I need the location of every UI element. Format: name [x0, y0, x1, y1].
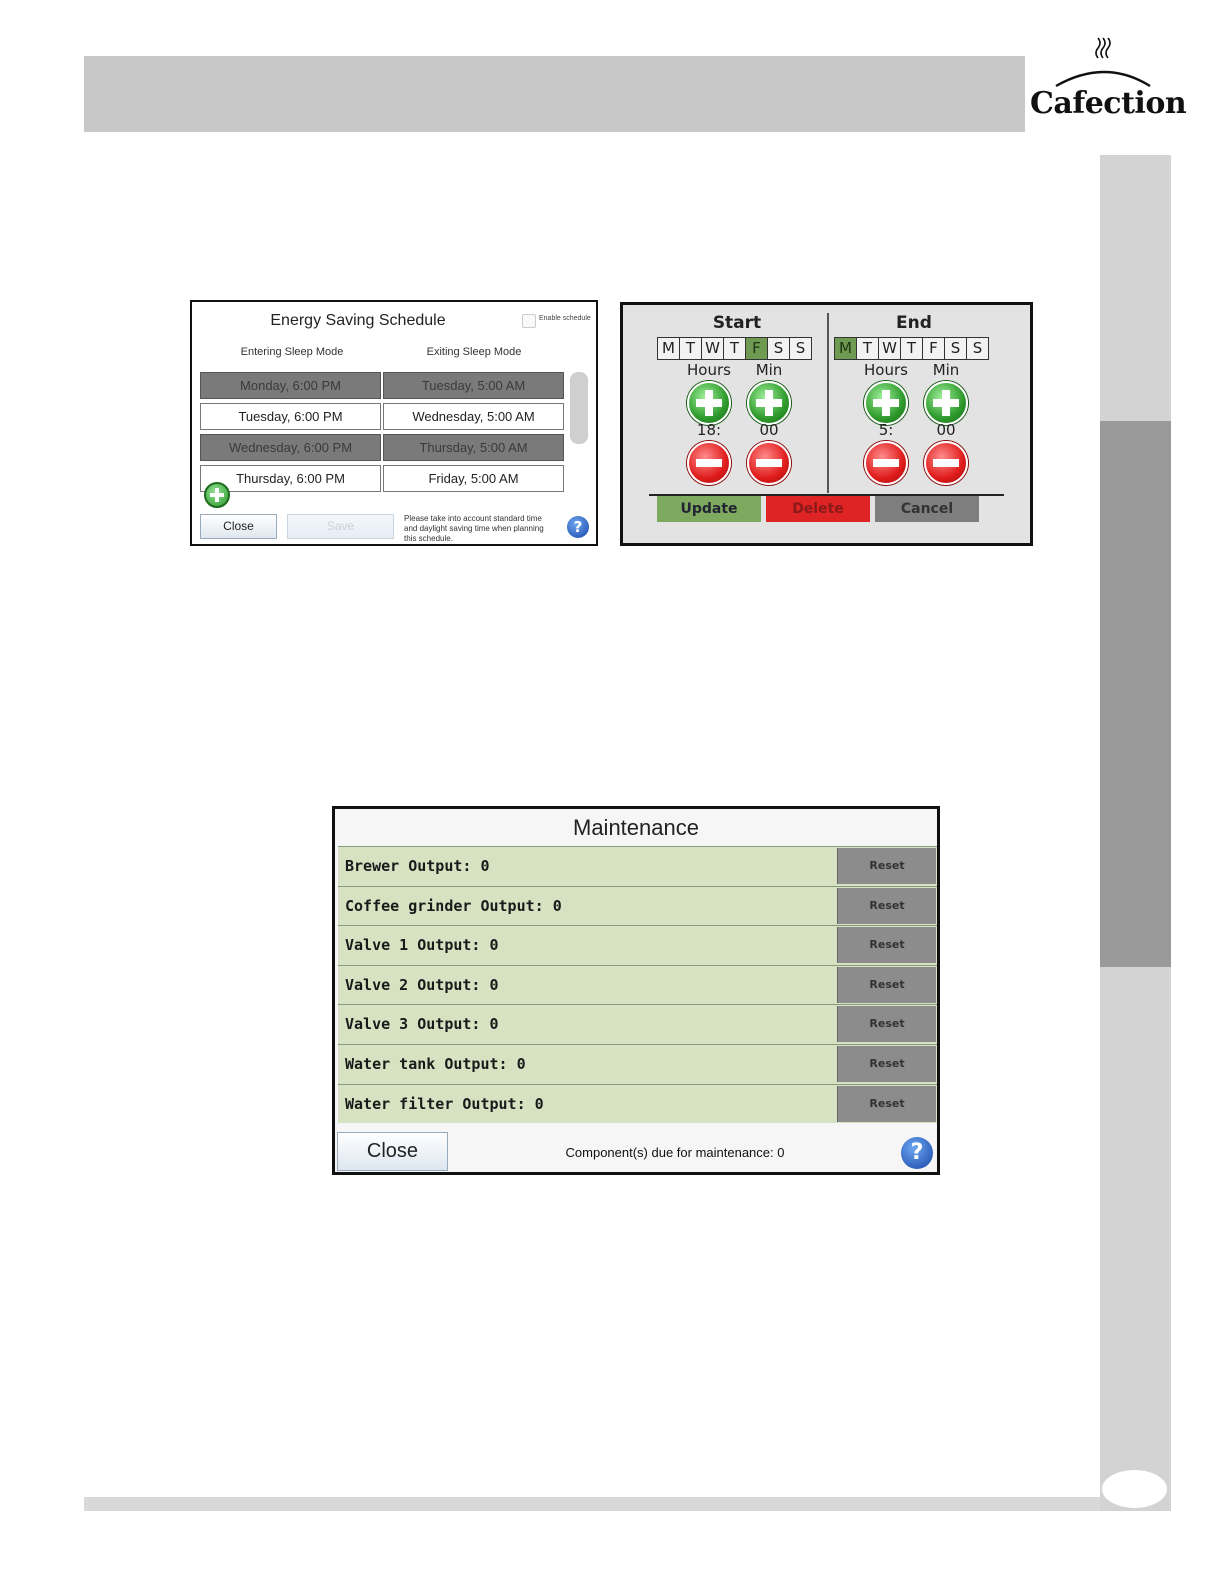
logo-wordmark: Cafection [1030, 86, 1187, 121]
delete-button[interactable]: Delete [766, 496, 870, 522]
item-label: Coffee grinder Output: 0 [345, 896, 562, 915]
enable-schedule-checkbox[interactable] [522, 314, 536, 328]
exit-time-cell: Friday, 5:00 AM [383, 465, 564, 492]
scrollbar-thumb[interactable] [570, 372, 588, 444]
start-min-label: Min [755, 361, 783, 379]
column-header-entering: Entering Sleep Mode [240, 346, 344, 358]
item-label: Water tank Output: 0 [345, 1054, 526, 1073]
close-button[interactable]: Close [200, 514, 277, 539]
reset-button[interactable]: Reset [837, 1006, 936, 1042]
list-item [338, 886, 937, 926]
start-day-tue[interactable]: T [679, 337, 702, 360]
reset-button[interactable]: Reset [837, 848, 936, 884]
end-hours-label: Hours [864, 361, 908, 379]
start-min-decrement-button[interactable] [747, 441, 791, 485]
divider [827, 313, 829, 493]
end-min-decrement-button[interactable] [924, 441, 968, 485]
end-hours-value: 5: [878, 421, 894, 439]
side-tab [1100, 967, 1171, 1511]
cafection-logo [1030, 36, 1187, 128]
item-label: Water filter Output: 0 [345, 1094, 544, 1113]
screen-title: Energy Saving Schedule [270, 312, 446, 329]
schedule-row[interactable] [200, 434, 566, 461]
minus-icon [749, 443, 789, 483]
enable-schedule-label: Enable schedule [539, 315, 591, 322]
list-item [338, 965, 937, 1005]
end-day-sun[interactable]: S [966, 337, 989, 360]
save-button[interactable]: Save [287, 514, 394, 539]
start-hours-increment-button[interactable] [687, 381, 731, 425]
start-hours-value: 18: [696, 421, 722, 439]
plus-icon [749, 383, 789, 423]
start-hours-decrement-button[interactable] [687, 441, 731, 485]
plus-icon [689, 383, 729, 423]
end-day-mon[interactable]: M [834, 337, 857, 360]
help-icon[interactable]: ? [901, 1137, 933, 1169]
list-item [338, 846, 937, 886]
column-header-exiting: Exiting Sleep Mode [426, 346, 522, 358]
start-day-mon[interactable]: M [657, 337, 680, 360]
update-button[interactable]: Update [657, 496, 761, 522]
enter-time-cell: Tuesday, 6:00 PM [200, 403, 381, 430]
reset-button[interactable]: Reset [837, 927, 936, 963]
minus-icon [926, 443, 966, 483]
side-tab-active [1100, 421, 1171, 967]
end-day-tue[interactable]: T [856, 337, 879, 360]
item-label: Valve 2 Output: 0 [345, 975, 499, 994]
start-day-selector [657, 337, 811, 360]
start-day-wed[interactable]: W [701, 337, 724, 360]
schedule-row[interactable] [200, 372, 566, 399]
schedule-edit-screen [620, 302, 1033, 546]
start-day-thu[interactable]: T [723, 337, 746, 360]
start-day-sun[interactable]: S [789, 337, 812, 360]
add-schedule-button[interactable] [204, 482, 230, 508]
start-hours-label: Hours [687, 361, 731, 379]
enter-time-cell: Wednesday, 6:00 PM [200, 434, 381, 461]
page-number-oval [1102, 1470, 1167, 1508]
list-item [338, 1084, 937, 1124]
start-min-value: 00 [759, 421, 779, 439]
reset-button[interactable]: Reset [837, 888, 936, 924]
exit-time-cell: Tuesday, 5:00 AM [383, 372, 564, 399]
end-day-fri[interactable]: F [922, 337, 945, 360]
end-day-wed[interactable]: W [878, 337, 901, 360]
reset-button[interactable]: Reset [837, 967, 936, 1003]
start-min-increment-button[interactable] [747, 381, 791, 425]
schedule-row[interactable] [200, 403, 566, 430]
end-day-thu[interactable]: T [900, 337, 923, 360]
reset-button[interactable]: Reset [837, 1046, 936, 1082]
item-label: Valve 1 Output: 0 [345, 936, 499, 955]
schedule-note: Please take into account standard time and daylight saving time when planning this schedule. [404, 514, 544, 543]
end-hours-decrement-button[interactable] [864, 441, 908, 485]
schedule-row[interactable] [200, 465, 566, 492]
start-heading: Start [712, 313, 762, 333]
maintenance-screen [332, 806, 940, 1175]
start-day-sat[interactable]: S [767, 337, 790, 360]
side-tab [1100, 155, 1171, 421]
enter-time-cell: Monday, 6:00 PM [200, 372, 381, 399]
header-bar [84, 56, 1025, 132]
plus-icon [866, 383, 906, 423]
list-item [338, 1004, 937, 1044]
maintenance-due-status: Component(s) due for maintenance: 0 [565, 1145, 785, 1160]
end-day-selector [834, 337, 988, 360]
list-item [338, 925, 937, 965]
schedule-list [200, 372, 566, 486]
item-label: Valve 3 Output: 0 [345, 1015, 499, 1034]
end-hours-increment-button[interactable] [864, 381, 908, 425]
cancel-button[interactable]: Cancel [875, 496, 979, 522]
end-day-sat[interactable]: S [944, 337, 967, 360]
end-min-label: Min [932, 361, 960, 379]
maintenance-list [338, 846, 937, 1123]
plus-icon [206, 484, 228, 506]
help-icon[interactable]: ? [567, 516, 589, 538]
minus-icon [689, 443, 729, 483]
end-heading: End [896, 313, 932, 333]
end-min-value: 00 [936, 421, 956, 439]
plus-icon [926, 383, 966, 423]
enter-time-cell: Thursday, 6:00 PM [200, 465, 381, 492]
close-button[interactable]: Close [337, 1132, 448, 1171]
minus-icon [866, 443, 906, 483]
energy-saving-schedule-screen [190, 300, 598, 546]
reset-button[interactable]: Reset [837, 1086, 936, 1122]
end-min-increment-button[interactable] [924, 381, 968, 425]
item-label: Brewer Output: 0 [345, 857, 490, 875]
list-item [338, 1044, 937, 1084]
screen-title: Maintenance [573, 815, 699, 840]
exit-time-cell: Thursday, 5:00 AM [383, 434, 564, 461]
footer-bar [84, 1497, 1100, 1511]
start-day-fri[interactable]: F [745, 337, 768, 360]
exit-time-cell: Wednesday, 5:00 AM [383, 403, 564, 430]
